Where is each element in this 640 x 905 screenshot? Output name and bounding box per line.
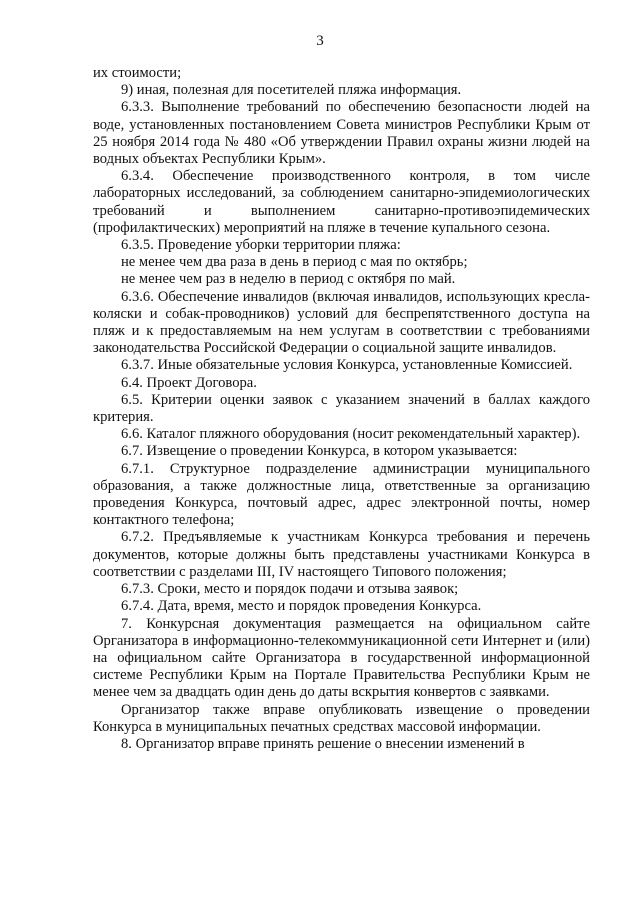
paragraph-6-5: 6.5. Критерии оценки заявок с указанием значений в баллах каждого критерия. [93,391,590,426]
paragraph-6-3-7: 6.3.7. Иные обязательные условия Конкурса, установленные Комиссией. [121,357,573,374]
paragraph-6-7-2: 6.7.2. Предъявляемые к участникам Конкурса требования и перечень документов, которые должны быть представлены участниками Конкурса в соответствии с разделами III, IV настоящего Типового положения; [93,529,590,580]
document-body [93,65,590,753]
paragraph-6-3-5: 6.3.5. Проведение уборки территории пляжа: [121,237,401,254]
paragraph-7: 7. Конкурсная документация размещается на официальном сайте Организатора в информационно-телекоммуникационной сети Интернет и (или) на официальном сайте Организатора в государственной информационной системе Республики Крым на Портале Правительства Республики Крым не менее чем за двадцать один день до даты вскрытия конвертов с заявками. [93,615,590,701]
paragraph-6-3-3: 6.3.3. Выполнение требований по обеспечению безопасности людей на воде, установленных постановлением Совета министров Республики Крым от 25 ноября 2014 года № 480 «Об утверждении Правил охраны жизни людей на водных объектах Республики Крым». [93,99,590,168]
paragraph-6-6: 6.6. Каталог пляжного оборудования (носит рекомендательный характер). [121,426,581,443]
paragraph-8: 8. Организатор вправе принять решение о внесении изменений в [121,735,525,752]
paragraph-6-7-3: 6.7.3. Сроки, место и порядок подачи и отзыва заявок; [121,581,459,598]
paragraph-6-3-4: 6.3.4. Обеспечение производственного контроля, в том числе лабораторных исследований, за соблюдением санитарно-эпидемиологических требований и выполнением санитарно-противоэпидемических (профилактических) мероприятий на пляже в течение купального сезона. [93,168,590,236]
page-number: 3 [316,33,324,49]
paragraph-6-3-6: 6.3.6. Обеспечение инвалидов (включая инвалидов, использующих кресла-коляски и собак-проводников) условий для беспрепятственного доступа на пляж и к предоставляемым на нем услугам в соответствии с требованиями законодательства Российской Федерации о социальной защите инвалидов. [93,288,590,357]
paragraph-6-7-4: 6.7.4. Дата, время, место и порядок проведения Конкурса. [121,598,482,615]
paragraph-continuation: их стоимости; [93,65,182,81]
paragraph-item-9: 9) иная, полезная для посетителей пляжа информация. [121,82,462,99]
paragraph-cleaning-summer: не менее чем два раза в день в период с мая по октябрь; [121,254,468,271]
paragraph-organizer-publication: Организатор также вправе опубликовать извещение о проведении Конкурса в муниципальных печатных средствах массовой информации. [93,701,590,735]
paragraph-6-4: 6.4. Проект Договора. [121,374,257,391]
paragraph-6-7-1: 6.7.1. Структурное подразделение администрации муниципального образования, а также должностные лица, ответственные за организацию проведения Конкурса, почтовый адрес, адрес электронной почты, номер контактного телефона; [93,460,590,529]
paragraph-6-7: 6.7. Извещение о проведении Конкурса, в котором указывается: [121,443,518,460]
paragraph-cleaning-winter: не менее чем раз в неделю в период с октября по май. [121,271,456,288]
